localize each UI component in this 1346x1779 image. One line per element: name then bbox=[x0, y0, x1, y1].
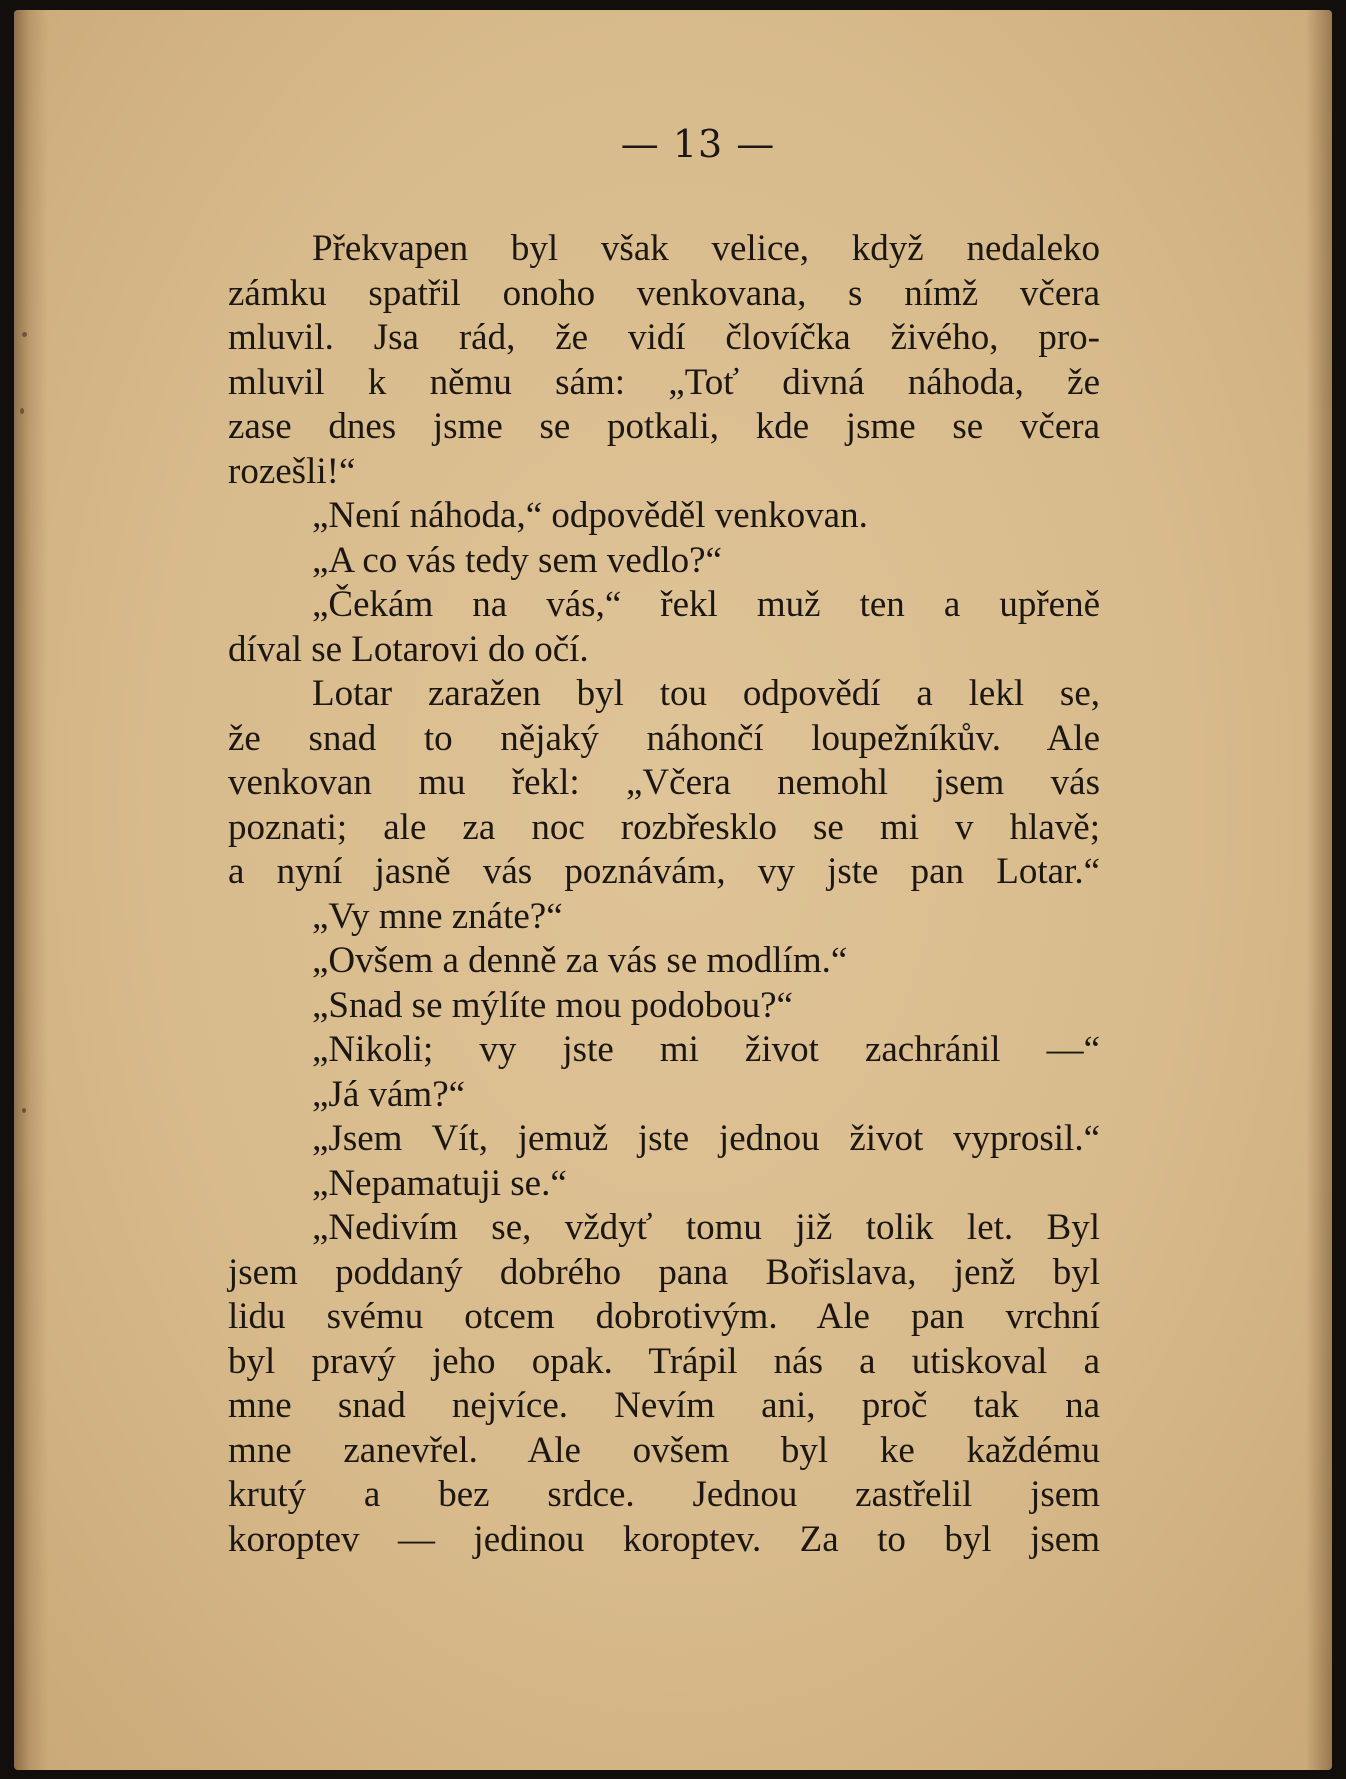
page-number: — 13 — bbox=[620, 122, 776, 166]
text-line: „Já vám?“ bbox=[312, 1073, 466, 1115]
text-line: mluvil. Jsa rád, že vidí človíčka živého, pro- bbox=[228, 317, 1100, 358]
paper-speck bbox=[22, 1108, 26, 1113]
text-line: jsem poddaný dobrého pana Bořislava, jenž byl bbox=[228, 1251, 1100, 1293]
page-edge-shadow bbox=[1306, 10, 1332, 1770]
text-line: „Nepamatuji se.“ bbox=[312, 1162, 567, 1204]
text-line: poznati; ale za noc rozbřesklo se mi v hlavě; bbox=[228, 806, 1100, 848]
text-line: byl pravý jeho opak. Trápil nás a utiskoval a bbox=[228, 1340, 1100, 1382]
paper-speck bbox=[20, 408, 24, 414]
text-line: mne zanevřel. Ale ovšem byl ke každému bbox=[228, 1429, 1100, 1471]
text-line: „Čekám na vás,“ řekl muž ten a upřeně bbox=[312, 584, 1100, 625]
text-line: venkovan mu řekl: „Včera nemohl jsem vás bbox=[228, 762, 1100, 803]
text-line: že snad to nějaký náhončí loupežníkův. Ale bbox=[228, 717, 1100, 759]
text-line: „Není náhoda,“ odpověděl venkovan. bbox=[312, 495, 868, 536]
text-line: mne snad nejvíce. Nevím ani, proč tak na bbox=[228, 1385, 1100, 1426]
text-line: rozešli!“ bbox=[228, 450, 356, 492]
text-line: Překvapen byl však velice, když nedaleko bbox=[312, 228, 1100, 269]
text-line: zámku spatřil onoho venkovana, s nímž včera bbox=[228, 272, 1100, 314]
text-line: „Ovšem a denně za vás se modlím.“ bbox=[312, 940, 848, 981]
text-line: krutý a bez srdce. Jednou zastřelil jsem bbox=[228, 1474, 1100, 1515]
body-text bbox=[228, 227, 1100, 1562]
paper-speck bbox=[22, 332, 27, 337]
text-line: „Snad se mýlíte mou podobou?“ bbox=[312, 984, 793, 1026]
text-line: „Vy mne znáte?“ bbox=[312, 895, 563, 937]
text-line: „Jsem Vít, jemuž jste jednou život vyprosil.“ bbox=[312, 1118, 1100, 1159]
gutter-shadow bbox=[14, 10, 48, 1770]
text-line: díval se Lotarovi do očí. bbox=[228, 628, 589, 670]
text-line: zase dnes jsme se potkali, kde jsme se včera bbox=[228, 406, 1100, 447]
text-line: „Nedivím se, vždyť tomu již tolik let. Byl bbox=[312, 1207, 1100, 1248]
text-line: a nyní jasně vás poznávám, vy jste pan Lotar.“ bbox=[228, 851, 1100, 892]
text-line: lidu svému otcem dobrotivým. Ale pan vrchní bbox=[228, 1296, 1100, 1337]
text-line: Lotar zaražen byl tou odpovědí a lekl se, bbox=[312, 673, 1100, 714]
book-page bbox=[14, 10, 1332, 1770]
text-line: mluvil k němu sám: „Toť divná náhoda, že bbox=[228, 361, 1100, 403]
text-line: „Nikoli; vy jste mi život zachránil —“ bbox=[312, 1029, 1100, 1070]
text-line: „A co vás tedy sem vedlo?“ bbox=[312, 539, 722, 581]
text-line: koroptev — jedinou koroptev. Za to byl jsem bbox=[228, 1518, 1100, 1560]
